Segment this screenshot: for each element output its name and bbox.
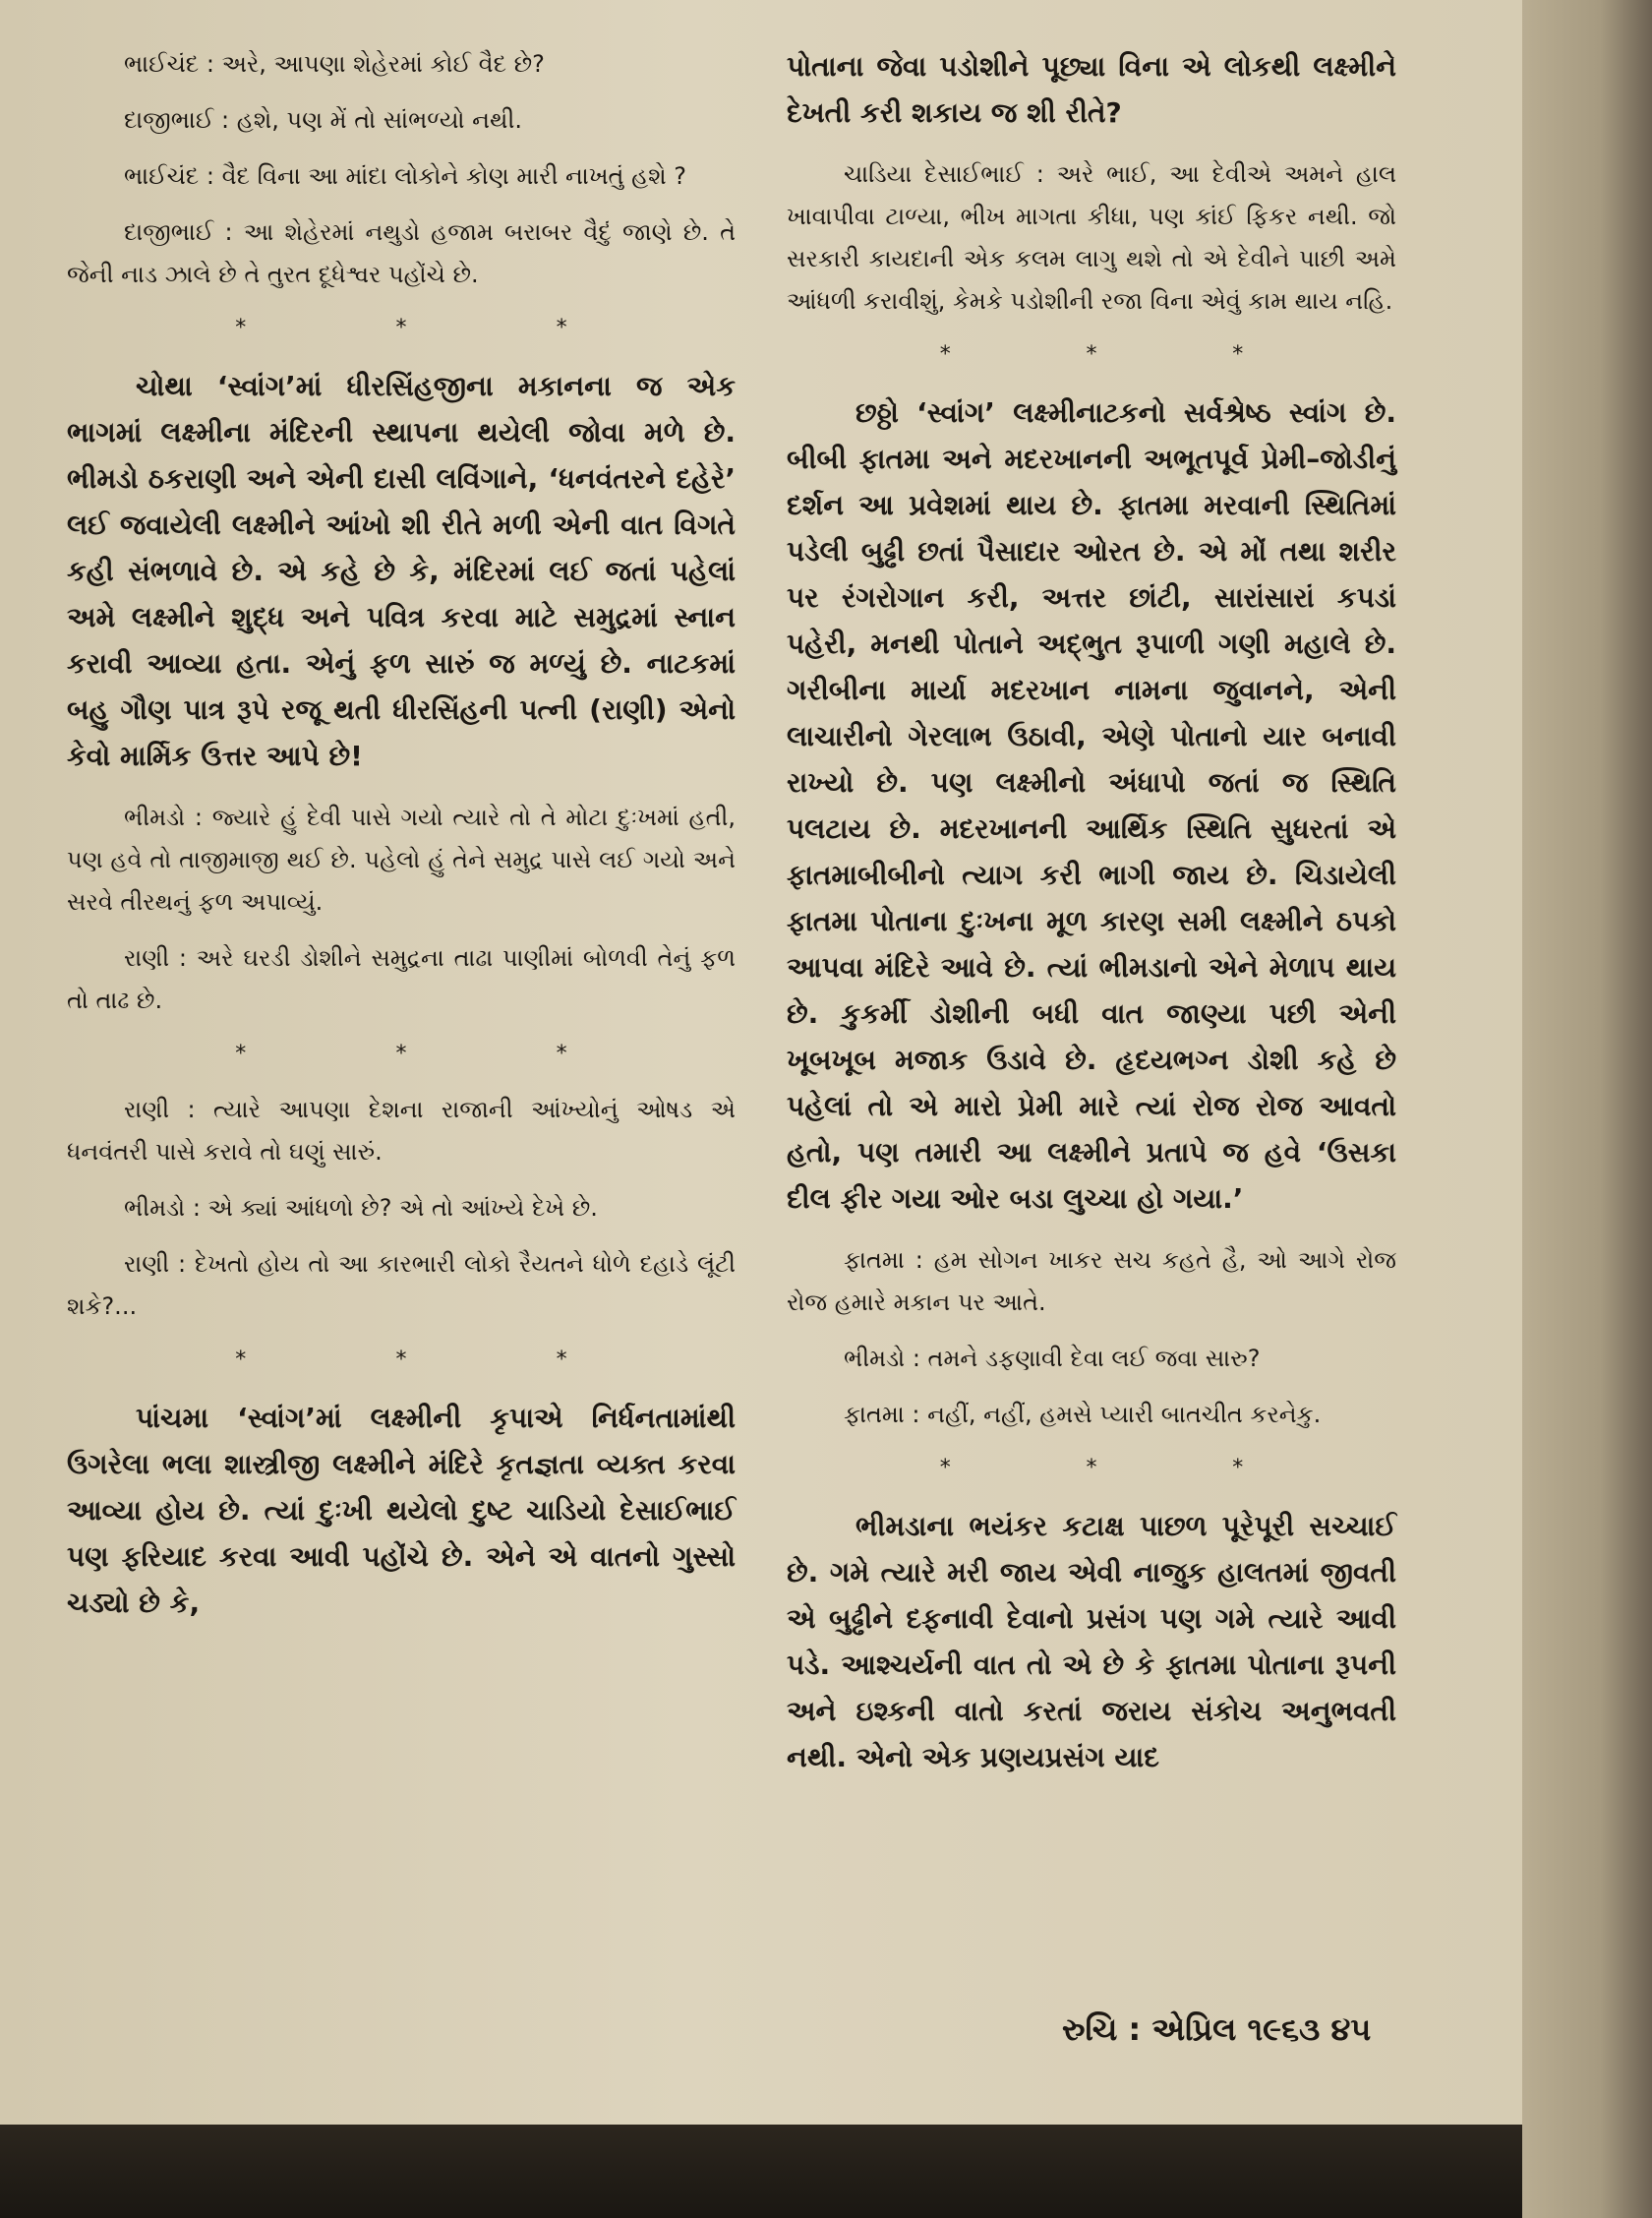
body-paragraph: પાંચમા ‘સ્વાંગ’માં લક્ષ્મીની કૃપાએ નિર્ધનતામાંથી ઉગરેલા ભલા શાસ્ત્રીજી લક્ષ્મીને મંદિરે કૃતજ્ઞતા વ્યક્ત કરવા આવ્યા હોય છે. ત્યાં દુઃખી થયેલો દુષ્ટ ચાડિયો દેસાઈભાઈ પણ ફરિયાદ કરવા આવી પહોંચે છે. એને એ વાતનો ગુસ્સો ચડ્યો છે કે, [67,1402,736,1619]
divider-star: * [556,1348,567,1372]
dialogue-line: ચાડિયા દેસાઈભાઈ : અરે ભાઈ, આ દેવીએ અમને હાલ ખાવાપીવા ટાળ્યા, ભીખ માગતા કીધા, પણ કાંઈ ફિકર નથી. જો સરકારી કાયદાની એક કલમ લાગુ થશે તો એ દેવીને પાછી અમે આંધળી કરાવીશું, કેમકે પડોશીની રજા વિના એવું કામ થાય નહિ. [787,160,1396,315]
section-divider [872,338,1311,372]
bottom-shadow [0,2125,1522,2218]
section-divider [160,312,642,345]
divider-star: * [556,1042,567,1066]
page-footer: રુચિ : એપ્રિલ ૧૯૬૩ ૪૫ [1062,2010,1372,2048]
dialogue-line: ફાતમા : હમ સોગન ખાકર સચ કહતે હૈ, ઓ આગે રોજ રોજ હમારે મકાન પર આતે. [787,1246,1396,1316]
dialogue-line: દાજીભાઈ : આ શેહેરમાં નથુડો હજામ બરાબર વૈદું જાણે છે. તે જેની નાડ ઝાલે છે તે તુરત દૂધેશ્વર પહોંચે છે. [67,218,736,288]
divider-star: * [395,1042,407,1066]
dialogue-line: ફાતમા : નહીં, નહીં, હમસે પ્યારી બાતચીત કરનેકુ. [844,1401,1322,1428]
body-paragraph: ભીમડાના ભયંકર કટાક્ષ પાછળ પૂરેપૂરી સચ્ચાઈ છે. ગમે ત્યારે મરી જાય એવી નાજુક હાલતમાં જીવતી એ બુઢ્ઢીને દફનાવી દેવાનો પ્રસંગ પણ ગમે ત્યારે આવી પડે. આશ્ચર્યની વાત તો એ છે કે ફાતમા પોતાના રૂપની અને ઇશ્કની વાતો કરતાં જરાય સંકોચ અનુભવતી નથી. એનો એક પ્રણયપ્રસંગ યાદ [787,1510,1396,1773]
body-paragraph: ચોથા ‘સ્વાંગ’માં ધીરસિંહજીના મકાનના જ એક ભાગમાં લક્ષ્મીના મંદિરની સ્થાપના થયેલી જોવા મળે છે. ભીમડો ઠકરાણી અને એની દાસી લવિંગાને, ‘ધનવંતરને દહેરે’ લઈ જવાયેલી લક્ષ્મીને આંખો શી રીતે મળી એની વાત વિગતે કહી સંભળાવે છે. એ કહે છે કે, મંદિરમાં લઈ જતાં પહેલાં અમે લક્ષ્મીને શુદ્ધ અને પવિત્ર કરવા માટે સમુદ્રમાં સ્નાન કરાવી આવ્યા હતા. એનું ફળ સારું જ મળ્યું છે. નાટકમાં બહુ ગૌણ પાત્ર રૂપે રજૂ થતી ધીરસિંહની પત્ની (રાણી) એનો કેવો માર્મિક ઉત્તર આપે છે! [67,370,736,772]
divider-star: * [1086,1456,1097,1480]
divider-star: * [1086,342,1097,367]
dialogue-line: ભીમડો : તમને ડફણાવી દેવા લઈ જવા સારુ? [844,1345,1261,1372]
section-divider [160,1344,642,1377]
divider-star: * [235,1042,247,1066]
divider-star: * [939,342,951,367]
divider-star: * [395,1348,407,1372]
divider-star: * [235,1348,247,1372]
dialogue-line: ભીમડો : જ્યારે હું દેવી પાસે ગયો ત્યારે તો તે મોટા દુઃખમાં હતી, પણ હવે તો તાજીમાજી થઈ છે. પહેલો હું તેને સમુદ્ર પાસે લઈ ગયો અને સરવે તીરથનું ફળ અપાવ્યું. [67,804,736,916]
divider-star: * [235,316,247,340]
dialogue-line: ભાઈચંદ : અરે, આપણા શેહેરમાં કોઈ વૈદ છે? [124,50,545,78]
divider-star: * [395,316,407,340]
divider-star: * [1232,1456,1244,1480]
dialogue-line: ભીમડો : એ ક્યાં આંધળો છે? એ તો આંખ્યે દેખે છે. [124,1194,598,1222]
body-paragraph: છઠ્ઠો ‘સ્વાંગ’ લક્ષ્મીનાટકનો સર્વશ્રેષ્ઠ સ્વાંગ છે. બીબી ફાતમા અને મદરખાનની અભૂતપૂર્વ પ્રેમી–જોડીનું દર્શન આ પ્રવેશમાં થાય છે. ફાતમા મરવાની સ્થિતિમાં પડેલી બુઢ્ઢી છતાં પૈસાદાર ઓરત છે. એ મોં તથા શરીર પર રંગરોગાન કરી, અત્તર છાંટી, સારાંસારાં કપડાં પહેરી, મનથી પોતાને અદ્ભુત રૂપાળી ગણી મહાલે છે. ગરીબીના માર્યા મદરખાન નામના જુવાનને, એની લાચારીનો ગેરલાભ ઉઠાવી, એણે પોતાનો યાર બનાવી રાખ્યો છે. પણ લક્ષ્મીનો અંધાપો જતાં જ સ્થિતિ પલટાય છે. મદરખાનની આર્થિક સ્થિતિ સુધરતાં એ ફાતમાબીબીનો ત્યાગ કરી ભાગી જાય છે. ચિડાયેલી ફાતમા પોતાના દુઃખના મૂળ કારણ સમી લક્ષ્મીને ઠપકો આપવા મંદિરે આવે છે. ત્યાં ભીમડાનો એને મેળાપ થાય છે. કુકર્મી ડોશીની બધી વાત જાણ્યા પછી એની ખૂબખૂબ મજાક ઉડાવે છે. હૃદયભગ્ન ડોશી કહે છે પહેલાં તો એ મારો પ્રેમી મારે ત્યાં રોજ રોજ આવતો હતો, પણ તમારી આ લક્ષ્મીને પ્રતાપે જ હવે ‘ઉસકા દીલ ફીર ગયા ઓર બડા લુચ્ચા હો ગયા.’ [787,396,1396,1215]
dialogue-line: રાણી : દેખતો હોય તો આ કારભારી લોકો રૈયતને ધોળે દહાડે લૂંટી શકે?... [67,1250,736,1320]
dialogue-line: રાણી : અરે ઘરડી ડોશીને સમુદ્રના તાઢા પાણીમાં બોળવી તેનું ફળ તો તાઢ છે. [67,944,736,1014]
divider-star: * [939,1456,951,1480]
left-column [67,43,736,1644]
section-divider [160,1038,642,1071]
body-paragraph-continued: પોતાના જેવા પડોશીને પૂછ્યા વિના એ લોકથી લક્ષ્મીને દેખતી કરી શકાય જ શી રીતે? [787,50,1396,129]
page-gutter-edge [1522,0,1652,2218]
dialogue-line: ભાઈચંદ : વૈદ વિના આ માંદા લોકોને કોણ મારી નાખતું હશે ? [124,162,687,190]
divider-star: * [1232,342,1244,367]
right-column [787,43,1396,1798]
divider-star: * [556,316,567,340]
section-divider [872,1452,1311,1485]
dialogue-line: રાણી : ત્યારે આપણા દેશના રાજાની આંખ્યોનું ઓષડ એ ધનવંતરી પાસે કરાવે તો ઘણું સારું. [67,1096,736,1166]
dialogue-line: દાજીભાઈ : હશે, પણ મેં તો સાંભળ્યો નથી. [124,106,522,134]
